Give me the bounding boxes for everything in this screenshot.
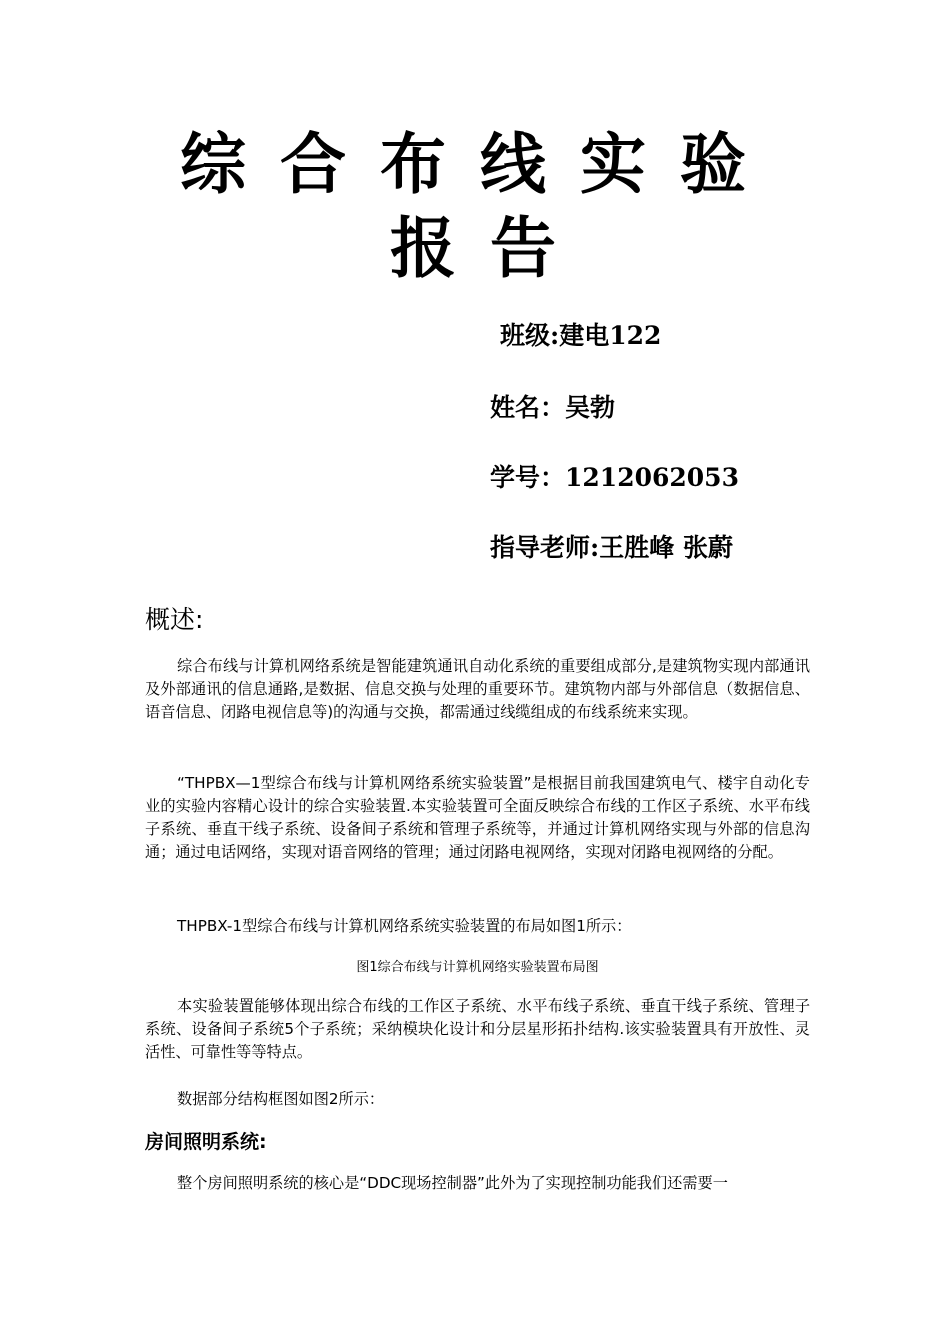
overview-paragraph-5: 数据部分结构框图如图2所示： (177, 1090, 385, 1108)
report-title-line1: 综合布线实验 (180, 125, 780, 203)
figure-1-caption: 图1综合布线与计算机网络实验装置布局图 (356, 960, 599, 975)
overview-paragraph-3: THPBX-1型综合布线与计算机网络系统实验装置的布局如图1所示： (177, 917, 632, 935)
advisor-label: 指导老师: (490, 533, 600, 562)
lighting-paragraph: 整个房间照明系统的核心是“DDC现场控制器”此外为了实现控制功能我们还需要一 (177, 1174, 728, 1192)
student-id-label: 学号： (490, 463, 566, 492)
overview-paragraph-2: “THPBX—1型综合布线与计算机网络系统实验装置”是根据目前我国建筑电气、楼宇自动化专业的实验内容精心设计的综合实验装置.本实验装置可全面反映综合布线的工作区子系统、水平布线子系统、垂直干线子系统、设备间子系统和管理子系统等，并通过计算机网络实现与外部的信息沟通；通过电话网络，实现对语音网络的管理；通过闭路电视网络，实现对闭路电视网络的分配。 (145, 774, 810, 861)
lighting-heading: 房间照明系统: (145, 1131, 267, 1153)
overview-paragraph-4: 本实验装置能够体现出综合布线的工作区子系统、水平布线子系统、垂直干线子系统、管理子系统、设备间子系统5个子系统；采纳模块化设计和分层星形拓扑结构.该实验装置具有开放性、灵活性、可靠性等等特点。 (145, 997, 810, 1061)
class-field (500, 318, 661, 354)
name-field (490, 390, 615, 426)
advisor-value: 王胜峰 张蔚 (599, 533, 733, 562)
class-label: 班级: (500, 321, 560, 350)
advisor-field (490, 530, 733, 566)
overview-heading: 概述: (145, 605, 204, 634)
report-title-line2: 报告 (390, 209, 590, 287)
student-id-field (490, 460, 739, 496)
student-id-value: 1212062053 (565, 463, 739, 492)
name-value: 吴勃 (565, 393, 616, 422)
overview-paragraph-1: 综合布线与计算机网络系统是智能建筑通讯自动化系统的重要组成部分,是建筑物实现内部通讯及外部通讯的信息通路,是数据、信息交换与处理的重要环节。建筑物内部与外部信息（数据信息、语音信息、闭路电视信息等)的沟通与交换，都需通过线缆组成的布线系统来实现。 (145, 657, 810, 721)
class-value: 建电122 (559, 321, 662, 350)
name-label: 姓名： (490, 393, 566, 422)
